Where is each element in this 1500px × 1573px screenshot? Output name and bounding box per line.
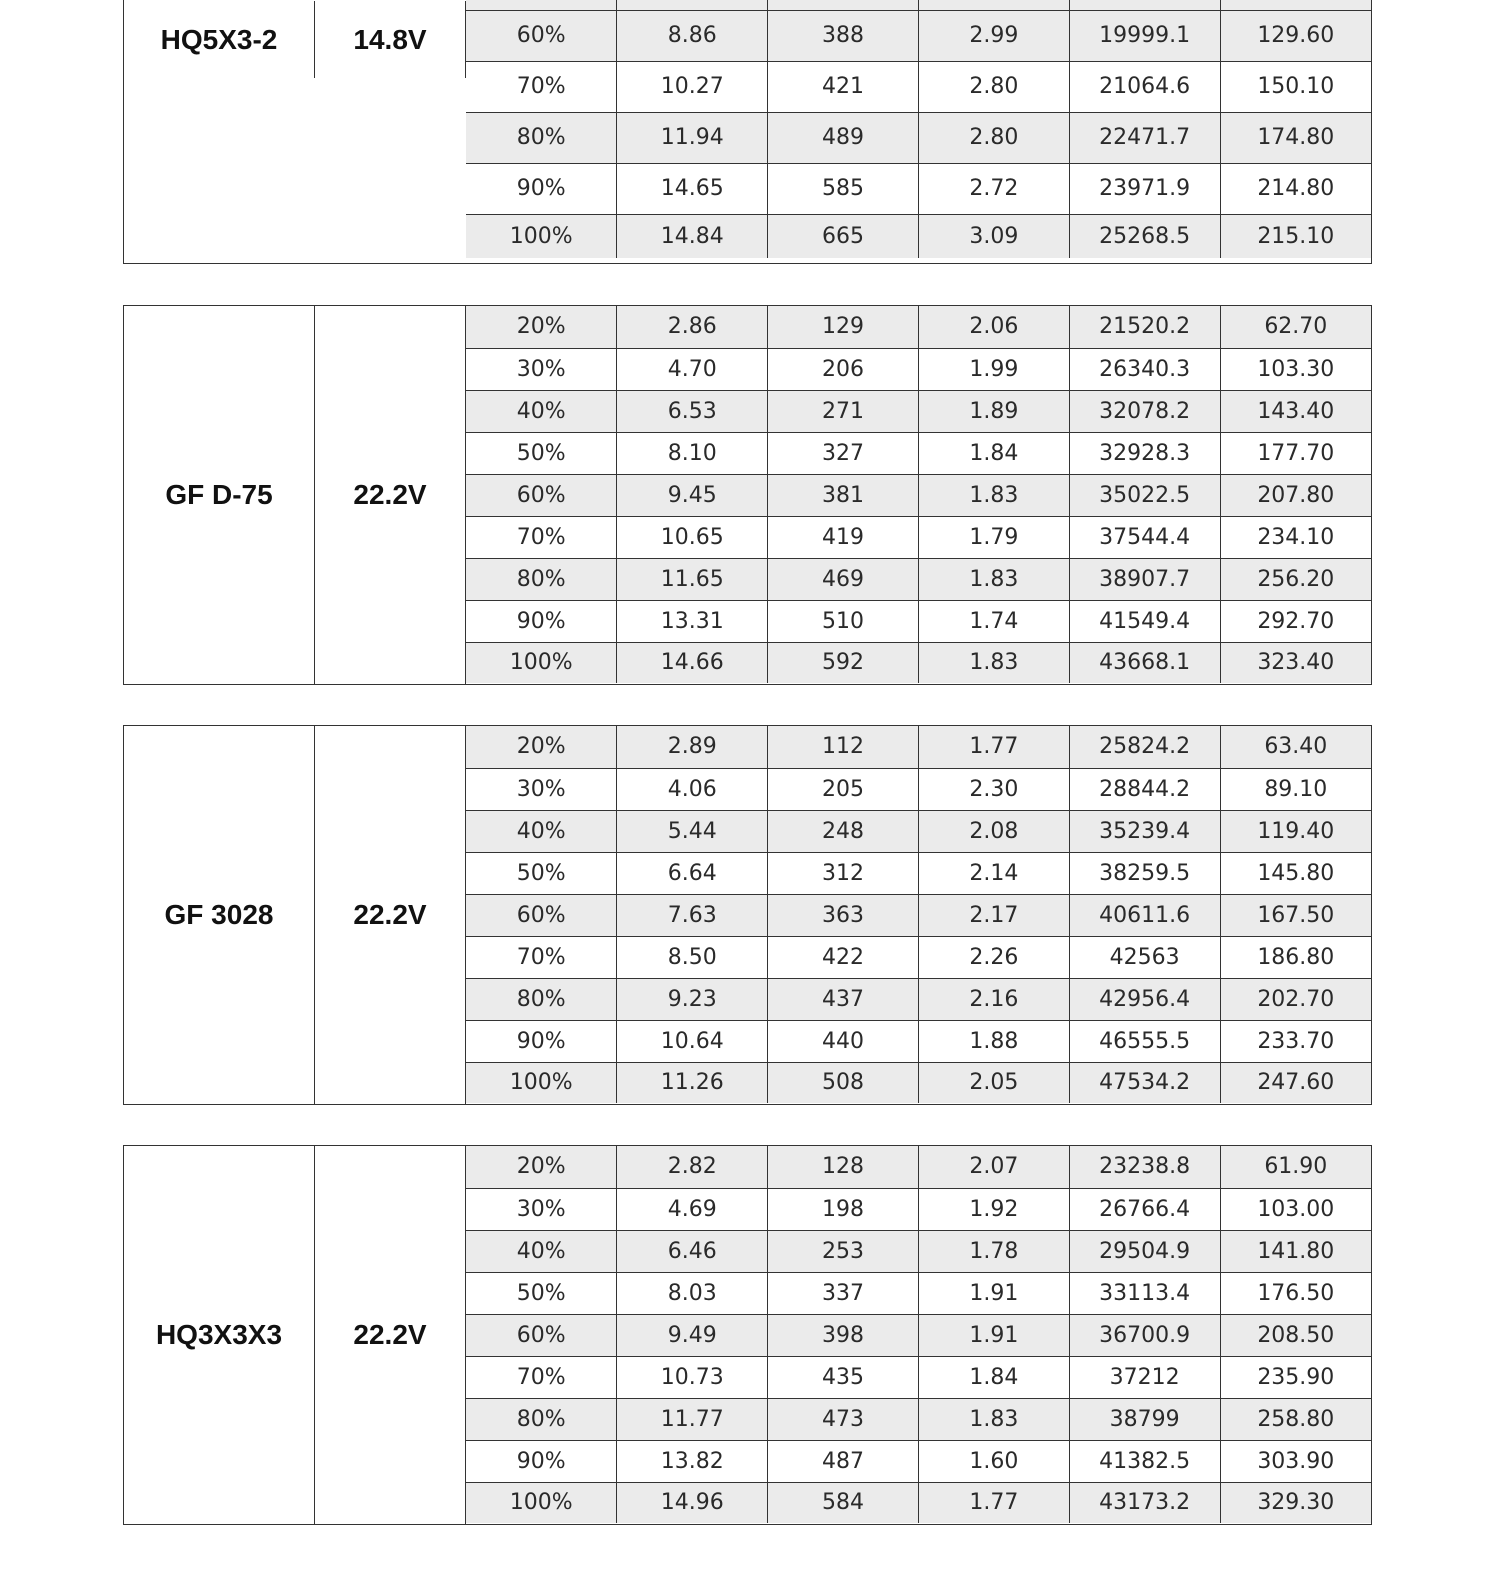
thrust-cell: 388 <box>768 10 919 61</box>
rpm-cell: 23238.8 <box>1069 1146 1220 1188</box>
throttle-cell: 70% <box>466 936 617 978</box>
efficiency-cell: 1.88 <box>918 1020 1069 1062</box>
throttle-cell: 70% <box>466 61 617 112</box>
power-cell: 208.50 <box>1220 1314 1371 1356</box>
throttle-cell: 80% <box>466 1398 617 1440</box>
data-rows <box>466 1146 1371 1523</box>
rpm-cell: 23971.9 <box>1069 163 1220 214</box>
power-cell: 129.60 <box>1220 10 1371 61</box>
power-cell: 303.90 <box>1220 1440 1371 1482</box>
current-cell: 11.77 <box>617 1398 768 1440</box>
rpm-cell: 38259.5 <box>1069 852 1220 894</box>
rpm-cell: 43173.2 <box>1069 1482 1220 1523</box>
efficiency-cell: 2.80 <box>918 61 1069 112</box>
throttle-cell: 40% <box>466 1230 617 1272</box>
rpm-cell: 32928.3 <box>1069 432 1220 474</box>
throttle-cell: 70% <box>466 1356 617 1398</box>
power-cell: 214.80 <box>1220 163 1371 214</box>
throttle-cell: 100% <box>466 642 617 683</box>
current-cell: 6.46 <box>617 1230 768 1272</box>
power-cell: 215.10 <box>1220 214 1371 258</box>
current-cell <box>617 0 768 10</box>
rpm-cell: 41549.4 <box>1069 600 1220 642</box>
throttle-cell: 20% <box>466 1146 617 1188</box>
rpm-cell: 38799 <box>1069 1398 1220 1440</box>
rpm-cell: 46555.5 <box>1069 1020 1220 1062</box>
table-row <box>466 600 1371 642</box>
table-row <box>466 1272 1371 1314</box>
thrust-cell: 129 <box>768 306 919 348</box>
table-row <box>466 642 1371 683</box>
thrust-cell: 253 <box>768 1230 919 1272</box>
thrust-cell: 435 <box>768 1356 919 1398</box>
model-name: HQ5X3-2 <box>124 1 315 78</box>
current-cell: 8.10 <box>617 432 768 474</box>
table-row <box>466 768 1371 810</box>
power-cell: 202.70 <box>1220 978 1371 1020</box>
current-cell: 6.64 <box>617 852 768 894</box>
rpm-cell: 38907.7 <box>1069 558 1220 600</box>
voltage-label: 22.2V <box>315 1146 466 1524</box>
rpm-cell: 42956.4 <box>1069 978 1220 1020</box>
throttle-cell: 90% <box>466 163 617 214</box>
efficiency-cell: 1.79 <box>918 516 1069 558</box>
efficiency-cell: 1.92 <box>918 1188 1069 1230</box>
table-row <box>466 1188 1371 1230</box>
current-cell: 4.06 <box>617 768 768 810</box>
power-cell: 234.10 <box>1220 516 1371 558</box>
rpm-cell: 37212 <box>1069 1356 1220 1398</box>
throttle-cell: 20% <box>466 306 617 348</box>
voltage-label: 14.8V <box>315 1 466 78</box>
throttle-cell: 60% <box>466 894 617 936</box>
rpm-cell: 43668.1 <box>1069 642 1220 683</box>
thrust-cell: 112 <box>768 726 919 768</box>
power-cell: 143.40 <box>1220 390 1371 432</box>
rpm-cell: 21520.2 <box>1069 306 1220 348</box>
current-cell: 8.50 <box>617 936 768 978</box>
current-cell: 14.66 <box>617 642 768 683</box>
table-row <box>466 348 1371 390</box>
power-cell: 174.80 <box>1220 112 1371 163</box>
throttle-cell: 80% <box>466 558 617 600</box>
throttle-cell: 40% <box>466 810 617 852</box>
throttle-cell: 30% <box>466 1188 617 1230</box>
efficiency-cell: 2.07 <box>918 1146 1069 1188</box>
current-cell: 10.27 <box>617 61 768 112</box>
efficiency-cell: 3.09 <box>918 214 1069 258</box>
table-row <box>466 1440 1371 1482</box>
current-cell: 10.65 <box>617 516 768 558</box>
throttle-cell: 20% <box>466 726 617 768</box>
rpm-cell: 37544.4 <box>1069 516 1220 558</box>
thrust-cell: 508 <box>768 1062 919 1103</box>
power-cell: 207.80 <box>1220 474 1371 516</box>
current-cell: 9.45 <box>617 474 768 516</box>
throttle-cell: 90% <box>466 600 617 642</box>
throttle-cell <box>466 0 617 10</box>
power-cell: 292.70 <box>1220 600 1371 642</box>
efficiency-cell: 1.83 <box>918 642 1069 683</box>
efficiency-cell: 1.77 <box>918 1482 1069 1523</box>
rpm-cell: 41382.5 <box>1069 1440 1220 1482</box>
data-grid <box>466 726 1371 1103</box>
data-grid <box>466 0 1371 258</box>
rpm-cell: 42563 <box>1069 936 1220 978</box>
current-cell: 8.86 <box>617 10 768 61</box>
rpm-cell <box>1069 0 1220 10</box>
efficiency-cell: 1.74 <box>918 600 1069 642</box>
rpm-cell: 47534.2 <box>1069 1062 1220 1103</box>
table-row <box>466 432 1371 474</box>
voltage-label: 22.2V <box>315 306 466 684</box>
current-cell: 10.73 <box>617 1356 768 1398</box>
table-row <box>466 894 1371 936</box>
data-grid <box>466 306 1371 683</box>
throttle-cell: 80% <box>466 112 617 163</box>
current-cell: 11.65 <box>617 558 768 600</box>
current-cell: 4.70 <box>617 348 768 390</box>
table-row <box>466 61 1371 112</box>
throttle-cell: 60% <box>466 474 617 516</box>
current-cell: 14.96 <box>617 1482 768 1523</box>
table-row <box>466 726 1371 768</box>
thrust-cell: 312 <box>768 852 919 894</box>
throttle-cell: 100% <box>466 1482 617 1523</box>
throttle-cell: 50% <box>466 432 617 474</box>
rpm-cell: 35022.5 <box>1069 474 1220 516</box>
model-name: GF D-75 <box>124 306 315 684</box>
power-cell: 186.80 <box>1220 936 1371 978</box>
table-row <box>466 306 1371 348</box>
throttle-cell: 50% <box>466 852 617 894</box>
current-cell: 2.82 <box>617 1146 768 1188</box>
thrust-cell: 469 <box>768 558 919 600</box>
power-cell: 247.60 <box>1220 1062 1371 1103</box>
thrust-cell: 665 <box>768 214 919 258</box>
table-row <box>466 390 1371 432</box>
thrust-cell: 419 <box>768 516 919 558</box>
thrust-cell: 489 <box>768 112 919 163</box>
power-cell: 329.30 <box>1220 1482 1371 1523</box>
current-cell: 10.64 <box>617 1020 768 1062</box>
data-rows <box>466 306 1371 683</box>
current-cell: 14.65 <box>617 163 768 214</box>
current-cell: 13.31 <box>617 600 768 642</box>
throttle-cell: 40% <box>466 390 617 432</box>
throttle-cell: 30% <box>466 348 617 390</box>
thrust-cell: 128 <box>768 1146 919 1188</box>
efficiency-cell: 2.08 <box>918 810 1069 852</box>
thrust-cell: 205 <box>768 768 919 810</box>
current-cell: 7.63 <box>617 894 768 936</box>
rpm-cell: 22471.7 <box>1069 112 1220 163</box>
efficiency-cell: 1.83 <box>918 558 1069 600</box>
table-row <box>466 1482 1371 1523</box>
table-row <box>466 1230 1371 1272</box>
power-cell: 150.10 <box>1220 61 1371 112</box>
rpm-cell: 35239.4 <box>1069 810 1220 852</box>
power-cell: 119.40 <box>1220 810 1371 852</box>
efficiency-cell: 1.83 <box>918 474 1069 516</box>
data-grid <box>466 1146 1371 1523</box>
current-cell: 8.03 <box>617 1272 768 1314</box>
table-row <box>466 214 1371 258</box>
table-row <box>466 163 1371 214</box>
table-row <box>466 1314 1371 1356</box>
efficiency-cell: 1.83 <box>918 1398 1069 1440</box>
efficiency-cell: 2.26 <box>918 936 1069 978</box>
rpm-cell: 26340.3 <box>1069 348 1220 390</box>
motor-test-table-hq3x3x3 <box>123 1145 1372 1525</box>
current-cell: 11.94 <box>617 112 768 163</box>
current-cell: 2.89 <box>617 726 768 768</box>
table-row <box>466 810 1371 852</box>
table-row <box>466 558 1371 600</box>
efficiency-cell: 1.84 <box>918 432 1069 474</box>
efficiency-cell: 1.84 <box>918 1356 1069 1398</box>
throttle-cell: 60% <box>466 10 617 61</box>
thrust-cell: 248 <box>768 810 919 852</box>
efficiency-cell: 2.05 <box>918 1062 1069 1103</box>
thrust-cell: 592 <box>768 642 919 683</box>
motor-test-table-hq5x3-2 <box>123 0 1372 264</box>
thrust-cell: 363 <box>768 894 919 936</box>
table-row <box>466 516 1371 558</box>
thrust-cell: 271 <box>768 390 919 432</box>
current-cell: 9.23 <box>617 978 768 1020</box>
power-cell: 323.40 <box>1220 642 1371 683</box>
efficiency-cell: 2.06 <box>918 306 1069 348</box>
power-cell: 63.40 <box>1220 726 1371 768</box>
efficiency-cell: 1.89 <box>918 390 1069 432</box>
rpm-cell: 19999.1 <box>1069 10 1220 61</box>
current-cell: 5.44 <box>617 810 768 852</box>
thrust-cell: 198 <box>768 1188 919 1230</box>
power-cell: 103.30 <box>1220 348 1371 390</box>
current-cell: 6.53 <box>617 390 768 432</box>
table-row <box>466 1398 1371 1440</box>
power-cell: 176.50 <box>1220 1272 1371 1314</box>
rpm-cell: 40611.6 <box>1069 894 1220 936</box>
throttle-cell: 90% <box>466 1020 617 1062</box>
table-row <box>466 1356 1371 1398</box>
current-cell: 13.82 <box>617 1440 768 1482</box>
rpm-cell: 28844.2 <box>1069 768 1220 810</box>
throttle-cell: 100% <box>466 214 617 258</box>
efficiency-cell: 1.99 <box>918 348 1069 390</box>
power-cell: 61.90 <box>1220 1146 1371 1188</box>
power-cell: 141.80 <box>1220 1230 1371 1272</box>
table-row <box>466 1146 1371 1188</box>
table-row <box>466 1062 1371 1103</box>
thrust-cell: 327 <box>768 432 919 474</box>
efficiency-cell: 1.60 <box>918 1440 1069 1482</box>
throttle-cell: 70% <box>466 516 617 558</box>
motor-test-table-gf-d-75 <box>123 305 1372 685</box>
thrust-cell: 422 <box>768 936 919 978</box>
rpm-cell: 25268.5 <box>1069 214 1220 258</box>
table-row <box>466 1020 1371 1062</box>
data-rows <box>466 0 1371 258</box>
thrust-cell: 398 <box>768 1314 919 1356</box>
rpm-cell: 21064.6 <box>1069 61 1220 112</box>
power-cell: 103.00 <box>1220 1188 1371 1230</box>
table-row <box>466 0 1371 10</box>
data-rows <box>466 726 1371 1103</box>
thrust-cell <box>768 0 919 10</box>
table-row <box>466 978 1371 1020</box>
efficiency-cell <box>918 0 1069 10</box>
rpm-cell: 32078.2 <box>1069 390 1220 432</box>
rpm-cell: 25824.2 <box>1069 726 1220 768</box>
thrust-cell: 473 <box>768 1398 919 1440</box>
rpm-cell: 36700.9 <box>1069 1314 1220 1356</box>
throttle-cell: 100% <box>466 1062 617 1103</box>
rpm-cell: 26766.4 <box>1069 1188 1220 1230</box>
model-name: HQ3X3X3 <box>124 1146 315 1524</box>
power-cell <box>1220 0 1371 10</box>
voltage-label: 22.2V <box>315 726 466 1104</box>
thrust-cell: 585 <box>768 163 919 214</box>
thrust-cell: 440 <box>768 1020 919 1062</box>
table-row <box>466 112 1371 163</box>
power-cell: 62.70 <box>1220 306 1371 348</box>
throttle-cell: 50% <box>466 1272 617 1314</box>
power-cell: 89.10 <box>1220 768 1371 810</box>
efficiency-cell: 2.16 <box>918 978 1069 1020</box>
thrust-cell: 206 <box>768 348 919 390</box>
thrust-cell: 381 <box>768 474 919 516</box>
power-cell: 177.70 <box>1220 432 1371 474</box>
table-row <box>466 10 1371 61</box>
thrust-cell: 437 <box>768 978 919 1020</box>
rpm-cell: 33113.4 <box>1069 1272 1220 1314</box>
power-cell: 256.20 <box>1220 558 1371 600</box>
motor-test-table-gf-3028 <box>123 725 1372 1105</box>
current-cell: 11.26 <box>617 1062 768 1103</box>
rpm-cell: 29504.9 <box>1069 1230 1220 1272</box>
thrust-cell: 584 <box>768 1482 919 1523</box>
throttle-cell: 30% <box>466 768 617 810</box>
throttle-cell: 90% <box>466 1440 617 1482</box>
current-cell: 9.49 <box>617 1314 768 1356</box>
efficiency-cell: 2.99 <box>918 10 1069 61</box>
thrust-cell: 487 <box>768 1440 919 1482</box>
table-row <box>466 852 1371 894</box>
table-row <box>466 474 1371 516</box>
efficiency-cell: 2.72 <box>918 163 1069 214</box>
power-cell: 167.50 <box>1220 894 1371 936</box>
power-cell: 258.80 <box>1220 1398 1371 1440</box>
current-cell: 2.86 <box>617 306 768 348</box>
efficiency-cell: 1.91 <box>918 1314 1069 1356</box>
model-name: GF 3028 <box>124 726 315 1104</box>
thrust-cell: 510 <box>768 600 919 642</box>
thrust-cell: 421 <box>768 61 919 112</box>
efficiency-cell: 1.78 <box>918 1230 1069 1272</box>
thrust-cell: 337 <box>768 1272 919 1314</box>
power-cell: 235.90 <box>1220 1356 1371 1398</box>
current-cell: 14.84 <box>617 214 768 258</box>
throttle-cell: 60% <box>466 1314 617 1356</box>
throttle-cell: 80% <box>466 978 617 1020</box>
efficiency-cell: 1.77 <box>918 726 1069 768</box>
power-cell: 145.80 <box>1220 852 1371 894</box>
power-cell: 233.70 <box>1220 1020 1371 1062</box>
efficiency-cell: 2.30 <box>918 768 1069 810</box>
efficiency-cell: 2.14 <box>918 852 1069 894</box>
efficiency-cell: 1.91 <box>918 1272 1069 1314</box>
table-row <box>466 936 1371 978</box>
current-cell: 4.69 <box>617 1188 768 1230</box>
efficiency-cell: 2.80 <box>918 112 1069 163</box>
efficiency-cell: 2.17 <box>918 894 1069 936</box>
